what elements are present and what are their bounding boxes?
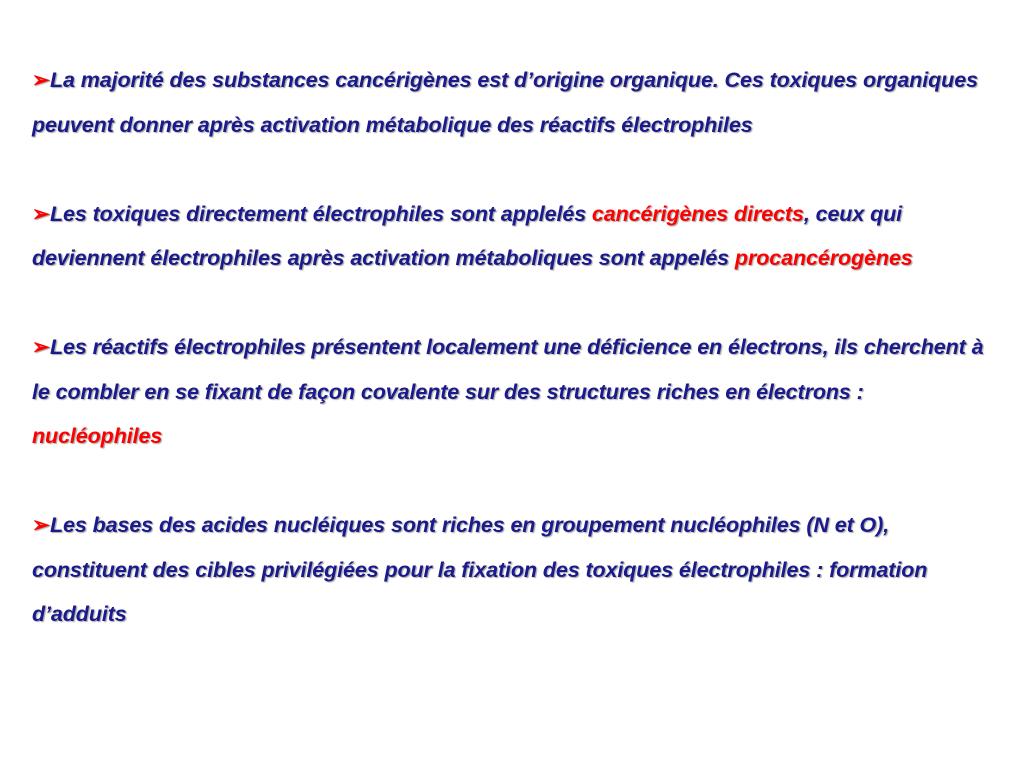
bullet-text: Les bases des acides nucléiques sont riches en groupement nucléophiles (N et O), constituent des cibles privilégiées pour la fixation des toxiques électrophiles : formation d’adduits [32,513,928,626]
arrow-bullet-icon: ➢ [32,335,50,359]
bullet-direct-carcinogens [32,192,998,281]
arrow-bullet-icon: ➢ [32,68,50,92]
bullet-text: Les toxiques directement électrophiles sont applelés [50,201,592,226]
bullet-electrophilic-reagents [32,325,998,459]
bullet-text: , ceux qui deviennent électrophiles après activation métaboliques sont appelés [32,201,903,270]
arrow-bullet-icon: ➢ [32,513,50,537]
bullet-text: Les réactifs électrophiles présentent localement une déficience en électrons, ils cherchent à le combler en se fixant de façon covalente sur des structures riches en électrons : [32,335,984,404]
highlight-direct-carcinogens: cancérigènes directs [591,201,804,226]
highlight-procarcinogens: procancérogènes [734,246,913,270]
bullet-organic-origin [32,58,998,147]
highlight-nucleophiles: nucléophiles [32,424,163,448]
arrow-bullet-icon: ➢ [32,201,50,226]
bullet-nucleic-acid-bases [32,503,998,637]
bullet-text: La majorité des substances cancérigènes est d’origine organique. Ces toxiques organiques peuvent donner après activation métabolique des réactifs électrophiles [32,68,978,137]
